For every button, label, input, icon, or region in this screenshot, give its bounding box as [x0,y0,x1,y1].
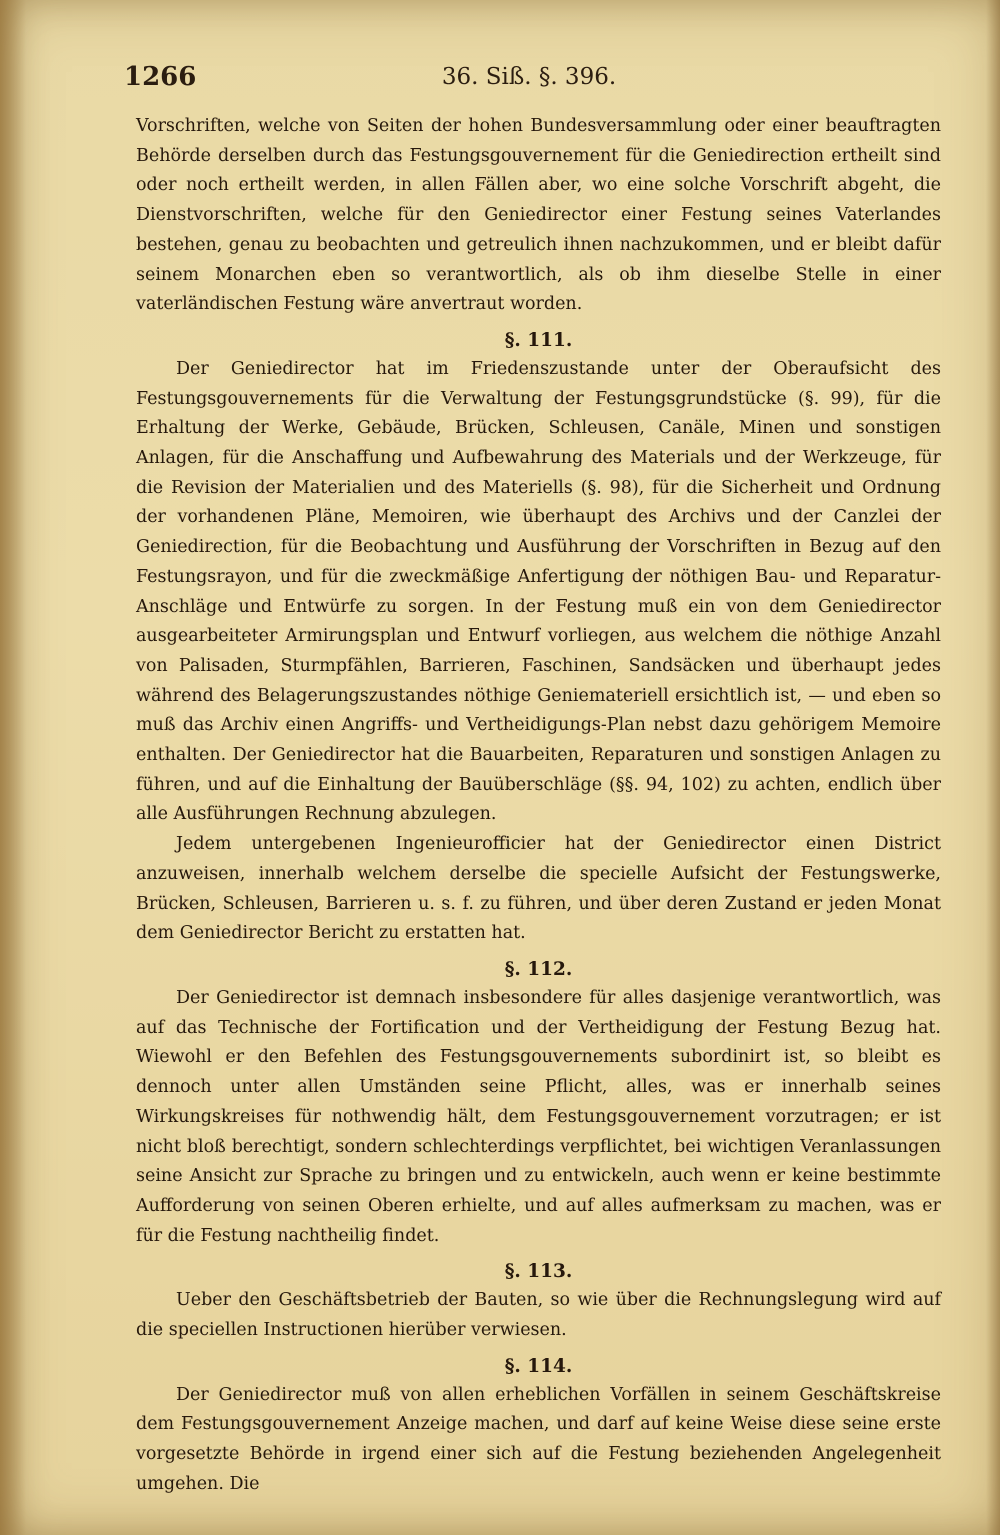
body-text [136,112,941,1500]
running-head-title: 36. Siß. §. 396. [441,64,617,90]
paragraph-111-2: Jedem untergebenen Ingenieurofficier hat der Geniedirector einen District anzuweisen, innerhalb welchem derselbe die specielle Aufsicht der Festungswerke, Brücken, Schleusen, Barrieren u. s. f. zu führen, und über deren Zustand er jeden Monat dem Geniedirector Bericht zu erstatten hat. [136,834,941,944]
paragraph-111-1: Der Geniedirector hat im Friedenszustande unter der Oberaufsicht des Festungsgouvernements für die Verwaltung der Festungsgrundstücke (§. 99), für die Erhaltung der Werke, Gebäude, Brücken, Schleusen, Canäle, Minen und sonstigen Anlagen, für die Anschaffung und Aufbewahrung des Materials und der Werkzeuge, für die Revision der Materialien und des Materiells (§. 98), für die Sicherheit und Ordnung der vorhandenen Pläne, Memoiren, wie überhaupt des Archivs und der Canzlei der Geniedirection, für die Beobachtung und Ausführung der Vorschriften in Bezug auf den Festungsrayon, und für die zweckmäßige Anfertigung der nöthigen Bau- und Reparatur-Anschläge und Entwürfe zu sorgen. In der Festung muß ein von dem Geniedirector ausgearbeiteter Armirungsplan und Entwurf vorliegen, aus welchem die nöthige Anzahl von Palisaden, Sturmpfählen, Barrieren, Faschinen, Sandsäcken und überhaupt jedes während des Belagerungszustandes nöthige Geniemateriell ersichtlich ist, — und eben so muß das Archiv einen Angriffs- und Vertheidigungs-Plan nebst dazu gehörigem Memoire enthalten. Der Geniedirector hat die Bauarbeiten, Reparaturen und sonstigen Anlagen zu führen, und auf die Einhaltung der Bauüberschläge (§§. 94, 102) zu achten, endlich über alle Ausführungen Rechnung abzulegen. [136,358,941,825]
paragraph-113-1: Ueber den Geschäftsbetrieb der Bauten, so wie über die Rechnungslegung wird auf die speciellen Instructionen hierüber verwiesen. [136,1290,941,1341]
section-heading-113: §. 113. [504,1261,573,1283]
page-gutter-shadow [0,0,26,1535]
section-heading-114: §. 114. [504,1355,573,1377]
paragraph-114-1: Der Geniedirector muß von allen erheblichen Vorfällen in seinem Geschäftskreise dem Festungsgouvernement Anzeige machen, und darf auf keine Weise diese seine erste vorgesetzte Behörde in irgend einer sich auf die Festung beziehenden Angelegenheit umgehen. Die [136,1384,941,1494]
running-head [124,62,934,102]
page-number: 1266 [124,62,197,92]
page-edge-shadow [986,0,1000,1535]
section-heading-112: §. 112. [504,958,573,980]
paragraph-112-1: Der Geniedirector ist demnach insbesondere für alles dasjenige verantwortlich, was auf das Technische der Fortification und der Vertheidigung der Festung Bezug hat. Wiewohl er den Befehlen des Festungsgouvernements subordinirt ist, so bleibt es dennoch unter allen Umständen seine Pflicht, alles, was er innerhalb seines Wirkungskreises für nothwendig hält, dem Festungsgouvernement vorzutragen; er ist nicht bloß berechtigt, sondern schlechterdings verpflichtet, bei wichtigen Veranlassungen seine Ansicht zur Sprache zu bringen und zu entwickeln, auch wenn er keine bestimmte Aufforderung von seinen Oberen erhielte, und auf alles aufmerksam zu machen, was er für die Festung nachtheilig findet. [136,987,941,1246]
paragraph-continued: Vorschriften, welche von Seiten der hohen Bundesversammlung oder einer beauftragten Behörde derselben durch das Festungsgouvernement für die Geniedirection ertheilt sind oder noch ertheilt werden, in allen Fällen aber, wo eine solche Vorschrift abgeht, die Dienstvorschriften, welche für den Geniedirector einer Festung seines Vaterlandes bestehen, genau zu beobachten und getreulich ihnen nachzukommen, und er bleibt dafür seinem Monarchen eben so verantwortlich, als ob ihm dieselbe Stelle in einer vaterländischen Festung wäre anvertraut worden. [136,116,941,315]
section-heading-111: §. 111. [504,329,573,351]
